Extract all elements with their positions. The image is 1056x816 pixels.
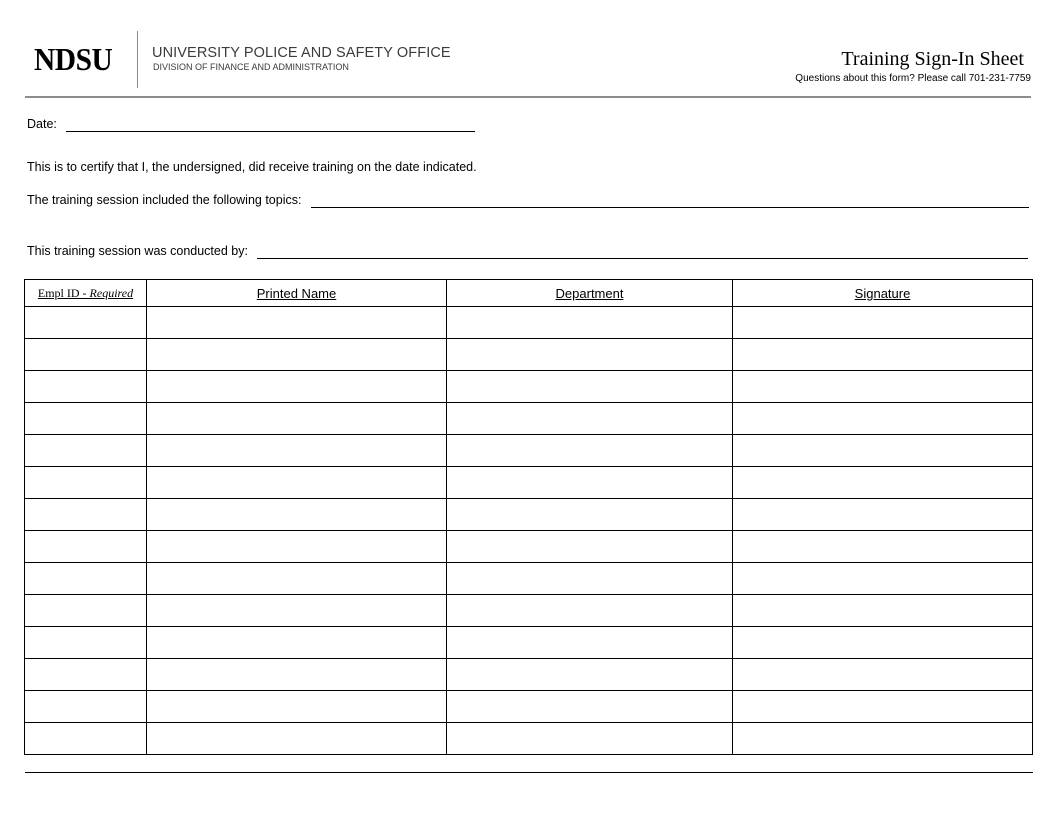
department-cell[interactable] <box>447 371 733 403</box>
printed-name-cell[interactable] <box>147 467 447 499</box>
empl-id-cell[interactable] <box>25 435 147 467</box>
conducted-label: This training session was conducted by: <box>27 244 248 258</box>
column-header-signature: Signature <box>733 280 1033 307</box>
signature-cell[interactable] <box>733 723 1033 755</box>
signature-cell[interactable] <box>733 659 1033 691</box>
signature-cell[interactable] <box>733 371 1033 403</box>
empl-id-cell[interactable] <box>25 595 147 627</box>
table-header-row <box>25 280 1033 307</box>
header-rule <box>25 96 1031 98</box>
empl-id-cell[interactable] <box>25 339 147 371</box>
empl-id-cell[interactable] <box>25 723 147 755</box>
signature-cell[interactable] <box>733 627 1033 659</box>
table-row <box>25 339 1033 371</box>
printed-name-cell[interactable] <box>147 307 447 339</box>
printed-name-cell[interactable] <box>147 371 447 403</box>
column-header-printed-name: Printed Name <box>147 280 447 307</box>
printed-name-cell[interactable] <box>147 627 447 659</box>
empl-id-cell[interactable] <box>25 307 147 339</box>
department-cell[interactable] <box>447 339 733 371</box>
topics-field[interactable] <box>311 207 1029 208</box>
signature-cell[interactable] <box>733 531 1033 563</box>
table-row <box>25 563 1033 595</box>
table-row <box>25 467 1033 499</box>
signature-cell[interactable] <box>733 403 1033 435</box>
date-label: Date: <box>27 117 57 131</box>
topics-label: The training session included the following topics: <box>27 193 302 207</box>
empl-id-cell[interactable] <box>25 627 147 659</box>
printed-name-cell[interactable] <box>147 723 447 755</box>
department-cell[interactable] <box>447 307 733 339</box>
empl-id-cell[interactable] <box>25 691 147 723</box>
column-header-empl-id <box>25 280 147 307</box>
table-row <box>25 659 1033 691</box>
department-cell[interactable] <box>447 723 733 755</box>
signature-cell[interactable] <box>733 499 1033 531</box>
department-cell[interactable] <box>447 531 733 563</box>
department-cell[interactable] <box>447 595 733 627</box>
department-cell[interactable] <box>447 467 733 499</box>
table-row <box>25 691 1033 723</box>
signature-cell[interactable] <box>733 307 1033 339</box>
logo-divider <box>137 31 138 88</box>
printed-name-cell[interactable] <box>147 691 447 723</box>
table-row <box>25 307 1033 339</box>
table-row <box>25 531 1033 563</box>
printed-name-cell[interactable] <box>147 563 447 595</box>
office-name: UNIVERSITY POLICE AND SAFETY OFFICE <box>152 45 451 61</box>
table-row <box>25 403 1033 435</box>
empl-id-cell[interactable] <box>25 531 147 563</box>
printed-name-cell[interactable] <box>147 435 447 467</box>
signature-cell[interactable] <box>733 467 1033 499</box>
printed-name-cell[interactable] <box>147 499 447 531</box>
printed-name-cell[interactable] <box>147 403 447 435</box>
form-title: Training Sign-In Sheet <box>841 48 1024 70</box>
table-row <box>25 499 1033 531</box>
printed-name-cell[interactable] <box>147 339 447 371</box>
empl-id-cell[interactable] <box>25 371 147 403</box>
department-cell[interactable] <box>447 403 733 435</box>
empl-id-cell[interactable] <box>25 563 147 595</box>
table-row <box>25 723 1033 755</box>
empl-id-cell[interactable] <box>25 403 147 435</box>
date-field[interactable] <box>66 131 475 132</box>
printed-name-cell[interactable] <box>147 531 447 563</box>
signature-cell[interactable] <box>733 339 1033 371</box>
printed-name-cell[interactable] <box>147 659 447 691</box>
signature-cell[interactable] <box>733 563 1033 595</box>
certify-text: This is to certify that I, the undersigned, did receive training on the date indicated. <box>27 160 477 174</box>
table-row <box>25 595 1033 627</box>
signature-cell[interactable] <box>733 595 1033 627</box>
department-cell[interactable] <box>447 691 733 723</box>
department-cell[interactable] <box>447 499 733 531</box>
signin-table-body <box>25 307 1033 755</box>
table-row <box>25 435 1033 467</box>
empl-id-cell[interactable] <box>25 659 147 691</box>
division-name: DIVISION OF FINANCE AND ADMINISTRATION <box>153 62 349 72</box>
signature-cell[interactable] <box>733 435 1033 467</box>
contact-text: Questions about this form? Please call 701-231-7759 <box>795 73 1031 84</box>
department-cell[interactable] <box>447 627 733 659</box>
table-row <box>25 627 1033 659</box>
empl-id-cell[interactable] <box>25 499 147 531</box>
printed-name-cell[interactable] <box>147 595 447 627</box>
signin-table <box>24 279 1033 755</box>
department-cell[interactable] <box>447 659 733 691</box>
department-cell[interactable] <box>447 435 733 467</box>
column-header-department: Department <box>447 280 733 307</box>
empl-id-cell[interactable] <box>25 467 147 499</box>
logo: NDSU <box>34 41 113 77</box>
signature-cell[interactable] <box>733 691 1033 723</box>
table-row <box>25 371 1033 403</box>
required-label: Required <box>89 285 134 300</box>
empl-id-label: Empl ID - <box>37 285 90 300</box>
footer-rule <box>25 772 1033 773</box>
conducted-field[interactable] <box>257 258 1028 259</box>
department-cell[interactable] <box>447 563 733 595</box>
